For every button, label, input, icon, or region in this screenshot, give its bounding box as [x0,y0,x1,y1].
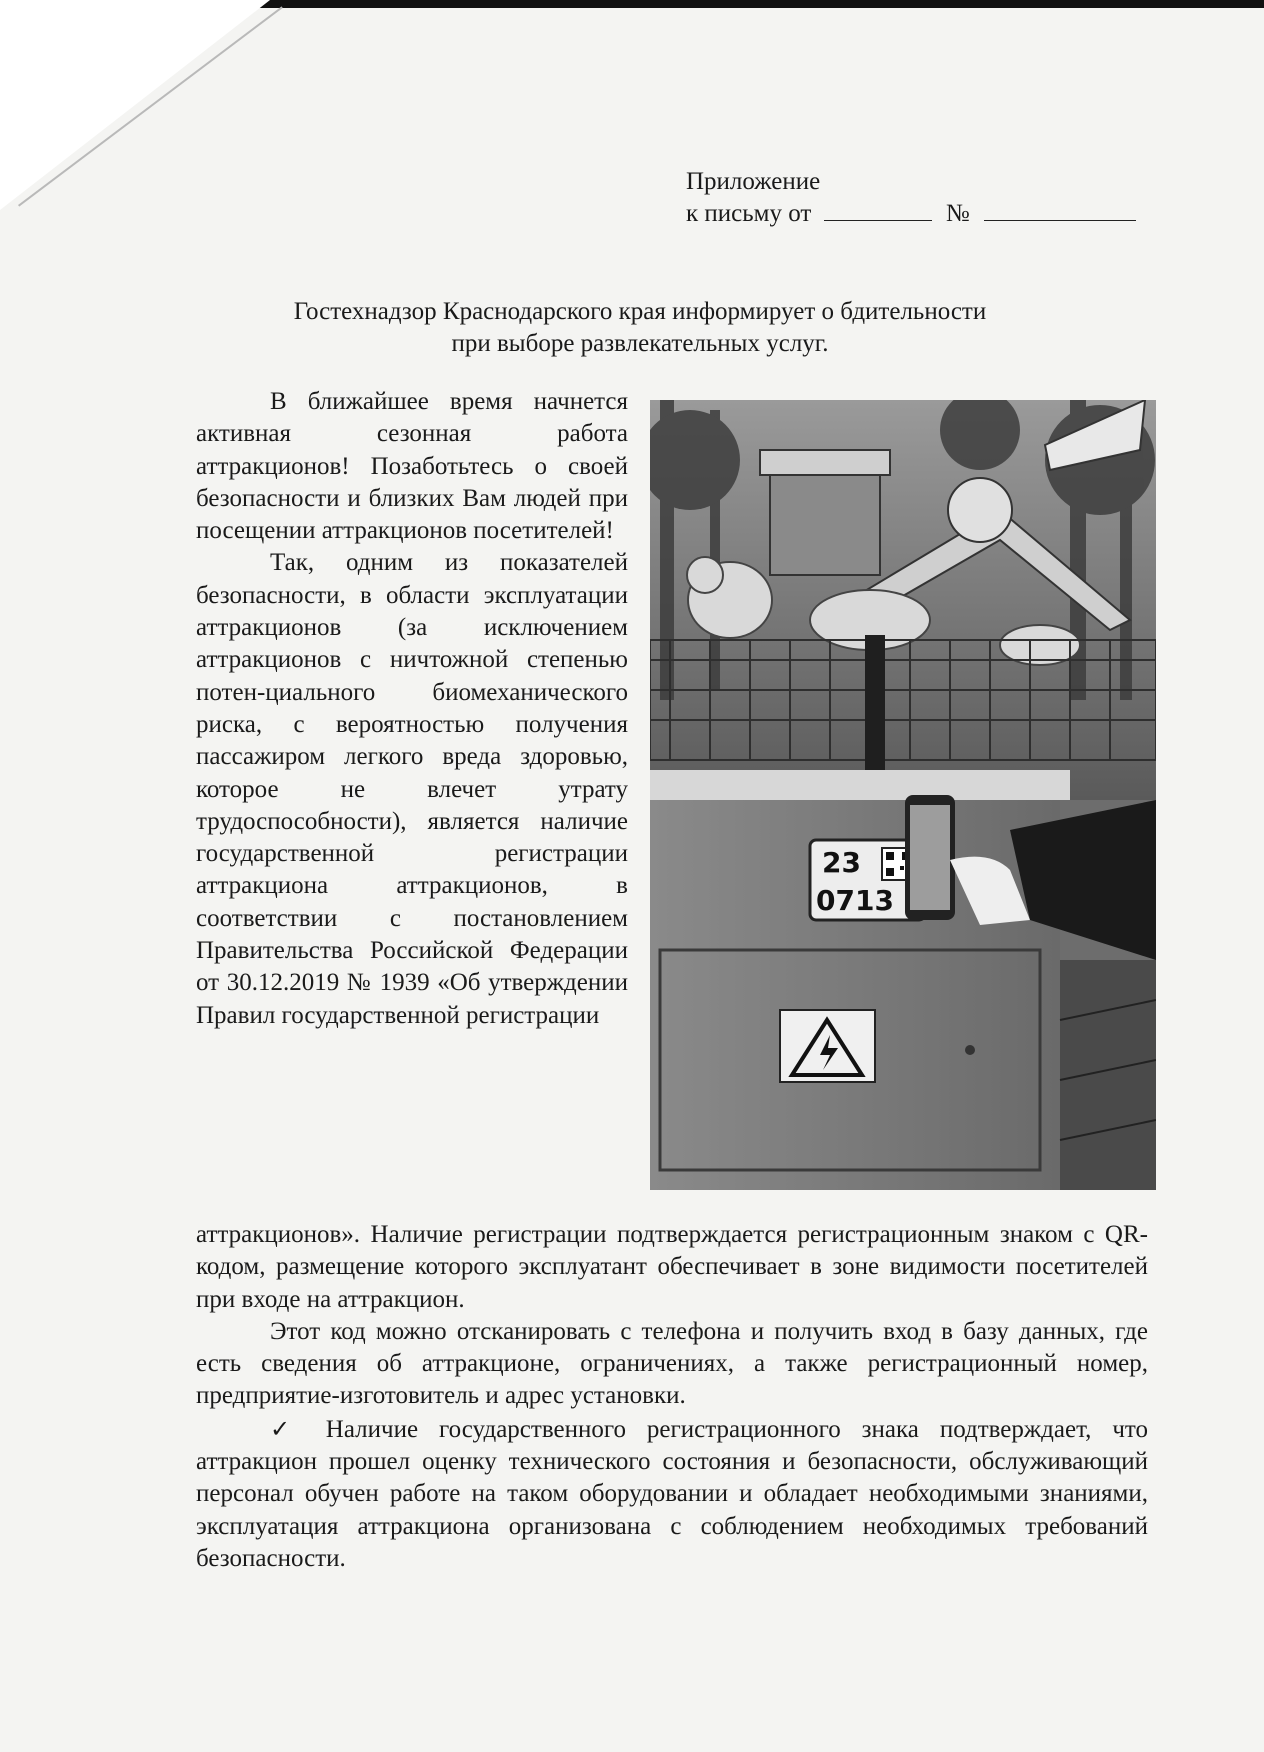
annex-letter-ref [686,198,1136,230]
number-blank [984,198,1136,221]
annex-header [686,166,1136,230]
paragraph-3: Этот код можно отсканировать с телефона и получить вход в базу данных, где есть сведения об аттракционе, ограничениях, а также регистрационный номер, предприятие-изготовитель и адрес установки. [196,1317,1148,1410]
paragraph-2-start: Так, одним из показателей безопасности, в области эксплуатации аттракционов (за исключением аттракционов с ничтожной степенью потен-циального биомеханического риска, с вероятностью получения пассажиром легкого вреда здоровью, которое не влечет утрату трудоспособности), является наличие государственной регистрации аттракциона аттракционов, в соответствии с постановлением Правительства Российской Федерации от 30.12.2019 № 1939 «Об утверждении Правил государственной регистрации [196,549,628,1029]
title-line-2: при выборе развлекательных услуг. [451,330,829,357]
annex-letter-prefix: к письму от [686,200,812,227]
document-title [200,296,1080,360]
paragraph-4 [196,1413,1148,1575]
date-blank [824,198,932,221]
number-sign: № [945,200,970,227]
annex-label: Приложение [686,168,821,195]
attraction-photo [650,400,1156,1190]
paragraph-1: В ближайшее время начнется активная сезонная работа аттракционов! Позаботьтесь о своей безопасности и близких Вам людей при посещении аттракционов посетителей! [196,388,628,545]
title-line-1: Гостехнадзор Краснодарского края информирует о бдительности [293,298,987,325]
full-width-text [196,1219,1148,1575]
high-voltage-warning-icon [780,1010,875,1082]
left-column-text [196,386,628,1032]
paragraph-4-text: Наличие государственного регистрационного знака подтверждает, что аттракцион прошел оценку технического состояния и безопасности, обслуживающий персонал обучен работе на таком оборудовании и обладает необходимыми знаниями, эксплуатация аттракциона организована с соблюдением необходимых требований безопасности. [196,1415,1149,1572]
check-mark-icon: ✓ [270,1414,305,1443]
plate-line-1: 23 [822,846,861,879]
plate-line-2: 0713 [816,884,894,917]
folded-corner [0,0,270,210]
paragraph-2-end: аттракционов». Наличие регистрации подтверждается регистрационным знаком с QR-кодом, размещение которого эксплуатант обеспечивает в зоне видимости посетителей при входе на аттракцион. [196,1221,1148,1313]
